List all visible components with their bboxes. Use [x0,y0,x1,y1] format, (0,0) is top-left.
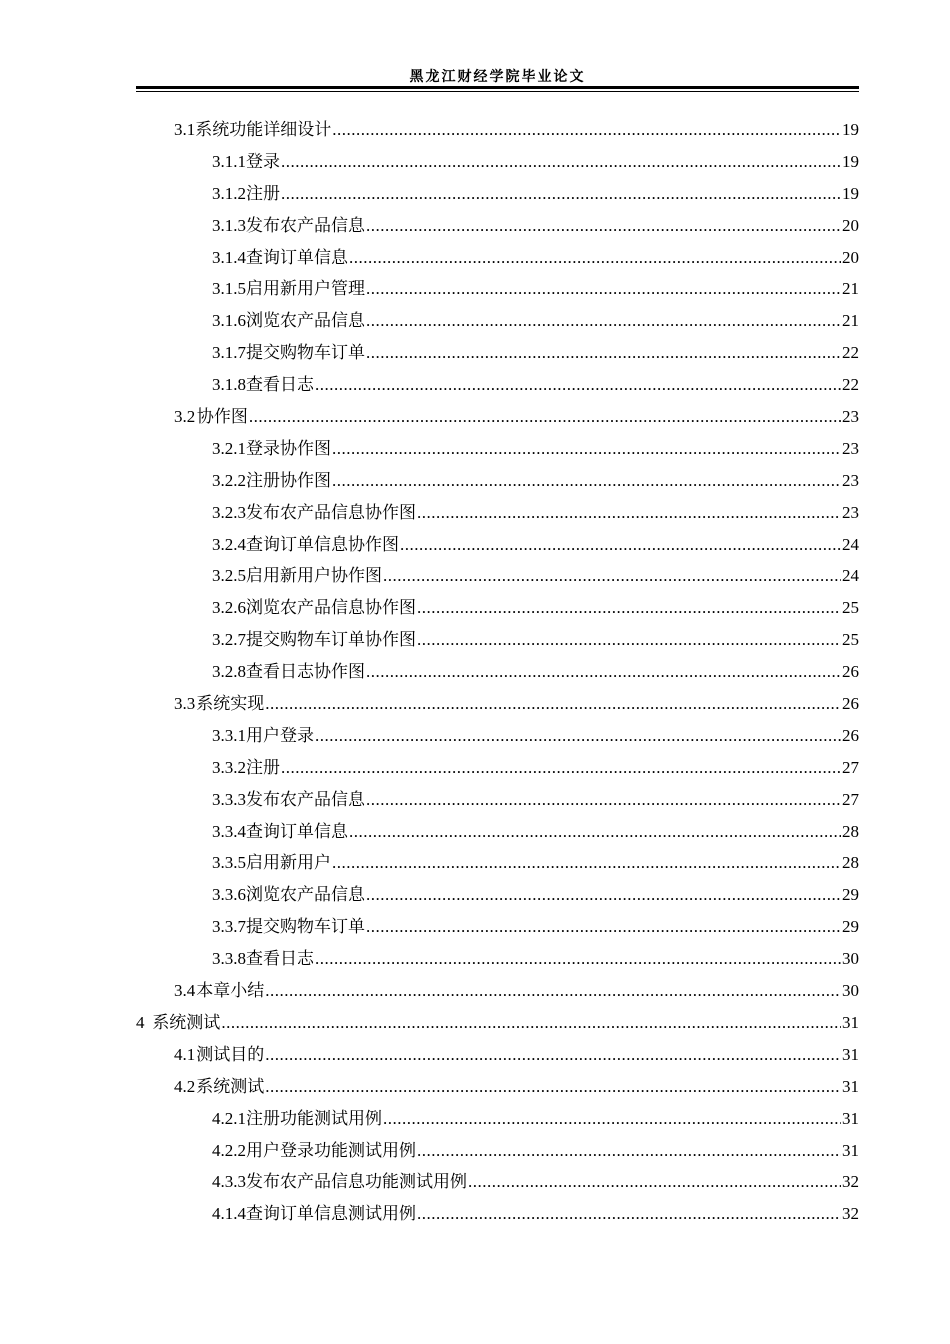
toc-entry-title: 用户登录 [246,725,314,745]
toc-entry[interactable] [136,529,859,561]
toc-dot-leader [315,720,841,752]
toc-dot-leader [366,911,841,943]
toc-entry-number: 3.1 [174,120,196,139]
toc-entry-number: 3.2.3 [212,502,246,522]
table-of-contents [136,114,859,1230]
toc-entry-title: 提交购物车订单 [246,917,365,937]
toc-entry[interactable] [136,305,859,337]
toc-entry-page: 26 [842,694,859,714]
toc-entry-title: 发布农产品信息协作图 [246,502,416,522]
toc-entry-title: 启用新用户协作图 [246,566,382,586]
toc-dot-leader [265,975,841,1007]
toc-entry-page: 24 [842,566,859,586]
toc-entry-title: 登录协作图 [246,438,331,458]
toc-dot-leader [221,1007,841,1039]
toc-dot-leader [265,1039,841,1071]
toc-entry[interactable] [136,879,859,911]
toc-entry[interactable] [136,911,859,943]
toc-entry-number: 4.1.4 [212,1204,246,1224]
toc-entry-number: 3.2.8 [212,662,246,682]
toc-entry[interactable] [136,497,859,529]
toc-entry-title: 浏览农产品信息 [246,885,365,905]
toc-entry-page: 28 [842,821,859,841]
toc-entry-title: 查询订单信息 [246,821,348,841]
toc-dot-leader [383,560,841,592]
toc-entry[interactable] [136,337,859,369]
toc-entry-title: 本章小结 [196,981,265,1001]
toc-entry-title: 用户登录功能测试用例 [246,1140,416,1160]
toc-dot-leader [417,497,841,529]
toc-entry[interactable] [136,816,859,848]
toc-entry[interactable] [136,624,859,656]
toc-entry-page: 25 [842,598,859,618]
toc-entry-title: 系统测试 [196,1076,265,1096]
toc-dot-leader [281,752,841,784]
toc-entry[interactable] [136,401,859,433]
toc-dot-leader [281,178,841,210]
toc-entry-page: 31 [842,1140,859,1160]
toc-entry-number: 3.2 [174,407,196,427]
toc-dot-leader [265,1071,841,1103]
toc-dot-leader [366,305,841,337]
toc-entry-number: 3.1.3 [212,215,246,235]
toc-entry[interactable] [136,433,859,465]
toc-entry[interactable] [136,943,859,975]
toc-entry-title: 系统测试 [152,1012,221,1032]
toc-entry-title: 注册 [246,757,280,777]
toc-dot-leader [400,529,841,561]
toc-entry-number: 3.1.8 [212,375,246,395]
toc-entry-number: 3.3.8 [212,949,246,969]
toc-entry-page: 19 [842,120,859,139]
toc-entry-page: 30 [842,981,859,1001]
toc-entry[interactable] [136,1135,859,1167]
toc-entry-number: 3.3.6 [212,885,246,905]
toc-entry-number: 3.2.2 [212,470,246,490]
toc-dot-leader [265,688,841,720]
toc-entry[interactable] [136,146,859,178]
toc-entry-title: 发布农产品信息 [246,215,365,235]
toc-entry-page: 21 [842,311,859,331]
toc-entry-page: 32 [842,1172,859,1192]
toc-dot-leader [332,433,841,465]
toc-entry-number: 4.2.1 [212,1108,246,1128]
toc-dot-leader [366,879,841,911]
toc-entry-page: 30 [842,949,859,969]
toc-dot-leader [417,624,841,656]
toc-dot-leader [332,847,841,879]
toc-dot-leader [468,1166,841,1198]
toc-entry-number: 4.2.2 [212,1140,246,1160]
toc-entry-number: 3.1.5 [212,279,246,299]
toc-entry-page: 29 [842,917,859,937]
toc-entry[interactable] [136,592,859,624]
toc-entry-title: 浏览农产品信息 [246,311,365,331]
toc-entry-number: 4.3.3 [212,1172,246,1192]
toc-entry[interactable] [136,465,859,497]
toc-dot-leader [366,784,841,816]
toc-entry-title: 发布农产品信息 [246,789,365,809]
toc-entry-number: 4.1 [174,1044,196,1064]
toc-dot-leader [349,816,841,848]
toc-entry[interactable] [136,975,859,1007]
toc-entry[interactable] [136,210,859,242]
toc-entry-page: 23 [842,407,859,427]
toc-entry-number: 3.1.2 [212,183,246,203]
toc-entry-page: 23 [842,470,859,490]
toc-entry-number: 3.1.4 [212,247,246,267]
toc-dot-leader [332,465,841,497]
toc-dot-leader [366,210,841,242]
header-rule-thick [136,86,859,89]
toc-dot-leader [383,1103,841,1135]
toc-entry[interactable] [136,1007,859,1039]
toc-entry-number: 3.2.4 [212,534,246,554]
page-header [136,0,859,92]
toc-entry-title: 查看日志协作图 [246,662,365,682]
toc-dot-leader [315,943,841,975]
toc-dot-leader [349,242,841,274]
toc-entry[interactable] [136,369,859,401]
toc-entry-title: 提交购物车订单协作图 [246,630,416,650]
toc-entry-page: 25 [842,630,859,650]
toc-entry[interactable] [136,114,859,146]
toc-entry-page: 19 [842,183,859,203]
toc-entry-title: 发布农产品信息功能测试用例 [246,1172,467,1192]
toc-entry-page: 26 [842,662,859,682]
toc-entry[interactable] [136,1071,859,1103]
toc-entry-number: 3.2.1 [212,438,246,458]
toc-entry-number: 3.2.6 [212,598,246,618]
toc-dot-leader [332,114,841,146]
toc-entry-page: 31 [842,1012,859,1032]
toc-entry-number: 3.3.4 [212,821,246,841]
toc-dot-leader [366,656,841,688]
toc-entry-title: 协作图 [196,407,248,427]
toc-entry-number: 3.3.1 [212,725,246,745]
toc-entry-title: 注册功能测试用例 [246,1108,382,1128]
toc-entry-title: 查询订单信息 [246,247,348,267]
toc-entry-page: 27 [842,789,859,809]
toc-entry-page: 23 [842,502,859,522]
toc-entry-page: 32 [842,1204,859,1224]
toc-dot-leader [417,1198,841,1230]
toc-entry[interactable] [136,1103,859,1135]
toc-entry-page: 31 [842,1108,859,1128]
toc-entry[interactable] [136,847,859,879]
toc-entry-page: 29 [842,885,859,905]
toc-entry-number: 3.3.3 [212,789,246,809]
toc-entry-page: 27 [842,757,859,777]
toc-entry-page: 22 [842,343,859,363]
toc-entry[interactable] [136,720,859,752]
toc-dot-leader [366,273,841,305]
toc-entry-title: 提交购物车订单 [246,343,365,363]
toc-entry-number: 3.3.7 [212,917,246,937]
header-title: 黑龙江财经学院毕业论文 [409,70,586,85]
toc-entry-title: 登录 [246,151,280,171]
toc-entry-title: 启用新用户 [246,853,331,873]
toc-entry-page: 31 [842,1076,859,1096]
toc-entry[interactable] [136,178,859,210]
toc-entry[interactable] [136,784,859,816]
toc-entry-number: 3.3.5 [212,853,246,873]
toc-entry-title: 查询订单信息协作图 [246,534,399,554]
toc-entry-title: 注册 [246,183,280,203]
toc-entry-number: 3.3.2 [212,757,246,777]
toc-entry-number: 3.1.7 [212,343,246,363]
toc-entry-title: 查看日志 [246,949,314,969]
toc-entry-title: 系统功能详细设计 [195,120,332,139]
toc-entry-page: 20 [842,215,859,235]
toc-entry-number: 3.1.6 [212,311,246,331]
toc-entry-number: 3.1.1 [212,151,246,171]
toc-entry-page: 26 [842,725,859,745]
toc-entry-number: 3.3 [174,694,196,714]
toc-entry-page: 28 [842,853,859,873]
toc-entry[interactable] [136,242,859,274]
toc-dot-leader [249,401,841,433]
toc-entry-page: 21 [842,279,859,299]
toc-dot-leader [417,1135,841,1167]
toc-entry[interactable] [136,273,859,305]
toc-dot-leader [281,146,841,178]
toc-entry[interactable] [136,560,859,592]
toc-dot-leader [315,369,841,401]
toc-entry-page: 22 [842,375,859,395]
toc-entry[interactable] [136,688,859,720]
toc-entry-number: 4 [136,1012,145,1032]
toc-entry[interactable] [136,656,859,688]
toc-entry-title: 查询订单信息测试用例 [246,1204,416,1224]
toc-entry-title: 注册协作图 [246,470,331,490]
toc-entry-page: 20 [842,247,859,267]
toc-entry-title: 查看日志 [246,375,314,395]
toc-entry-page: 19 [842,151,859,171]
toc-entry-number: 3.4 [174,981,196,1001]
toc-entry[interactable] [136,1039,859,1071]
header-rule-thin [136,91,859,92]
toc-entry-page: 31 [842,1044,859,1064]
toc-entry-title: 系统实现 [196,694,265,714]
toc-entry-number: 3.2.7 [212,630,246,650]
toc-dot-leader [366,337,841,369]
toc-entry-title: 浏览农产品信息协作图 [246,598,416,618]
toc-entry-page: 23 [842,438,859,458]
toc-entry[interactable] [136,1198,859,1230]
toc-entry[interactable] [136,1166,859,1198]
toc-entry-number: 3.2.5 [212,566,246,586]
toc-entry-number: 4.2 [174,1076,196,1096]
toc-entry[interactable] [136,752,859,784]
toc-entry-title: 测试目的 [196,1044,265,1064]
toc-dot-leader [417,592,841,624]
toc-entry-page: 24 [842,534,859,554]
toc-entry-title: 启用新用户管理 [246,279,365,299]
